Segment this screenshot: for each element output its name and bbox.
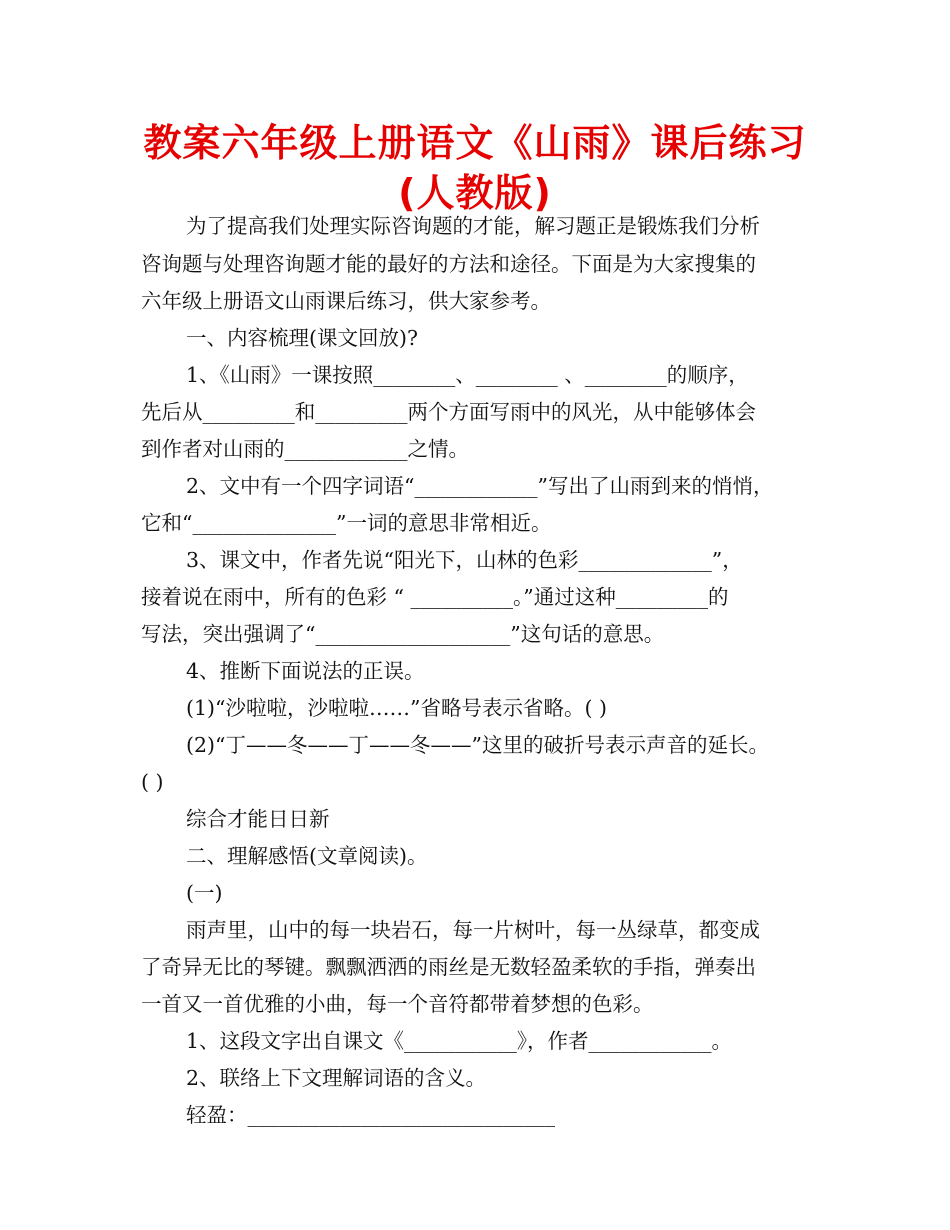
reading-question-2: 2、联络上下文理解词语的含义。 [186,1066,487,1090]
document-title: 教案六年级上册语文《山雨》课后练习 [143,121,807,165]
section-subheading: 综合才能日日新 [186,807,330,831]
question-4: 4、推断下面说法的正误。 [186,659,425,683]
reading-question-2-answer: 轻盈：______________________________ [186,1103,555,1127]
intro-line-1: 为了提高我们处理实际咨询题的才能，解习题正是锻炼我们分析 [186,214,760,238]
question-4-item-1: (1)“沙啦啦，沙啦啦……”省略号表示省略。( ) [186,696,608,720]
reading-question-1: 1、这段文字出自课文《___________》，作者____________。 [186,1029,733,1053]
document-subtitle: (人教版) [398,171,552,215]
passage-line-2: 了奇异无比的琴键。飘飘洒洒的雨丝是无数轻盈柔软的手指，弹奏出 [141,955,756,979]
question-4-item-2: (2)“丁——冬——丁——冬——”这里的破折号表示声音的延长。 [186,733,769,757]
passage-line-1: 雨声里，山中的每一块岩石，每一片树叶，每一丛绿草，都变成 [186,918,760,942]
section-heading-1: 一、内容梳理(课文回放)? [186,326,418,350]
intro-line-2: 咨询题与处理咨询题才能的最好的方法和途径。下面是为大家搜集的 [141,252,756,276]
question-2-line-1: 2、文中有一个四字词语“____________”写出了山雨到来的悄悄， [186,474,774,498]
question-3-line-1: 3、课文中，作者先说“阳光下，山林的色彩_____________”， [186,548,743,572]
intro-line-3: 六年级上册语文山雨课后练习，供大家参考。 [141,289,551,313]
question-4-item-2-bracket: ( ) [141,770,164,794]
question-3-line-2: 接着说在雨中，所有的色彩 “ __________。”通过这种_________的 [141,585,729,609]
question-1-line-2: 先后从_________和_________两个方面写雨中的风光，从中能够体会 [141,400,756,424]
section-heading-2: 二、理解感悟(文章阅读)。 [186,844,428,868]
question-3-line-3: 写法，突出强调了“___________________”这句话的意思。 [141,622,665,646]
passage-label: (一) [186,881,223,905]
question-1-line-1: 1、《山雨》一课按照________、________ 、________的顺序， [186,363,749,387]
question-2-line-2: 它和“______________”一词的意思非常相近。 [141,511,552,535]
passage-line-3: 一首又一首优雅的小曲，每一个音符都带着梦想的色彩。 [141,992,654,1016]
question-1-line-3: 到作者对山雨的____________之情。 [141,437,469,461]
